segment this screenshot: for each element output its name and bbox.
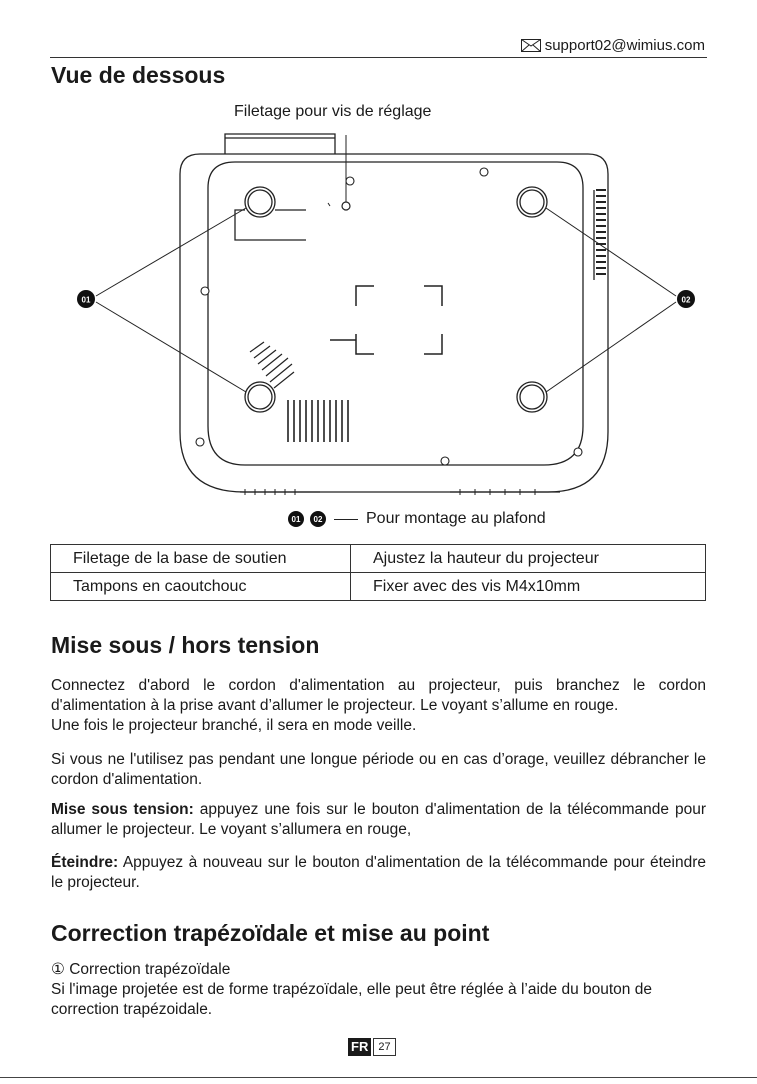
callout-badge-02-label: 02 (681, 295, 691, 305)
legend-dash (334, 519, 358, 520)
power-paragraph-standby: Une fois le projecteur branché, il sera en mode veille. (51, 717, 417, 734)
support-email-link[interactable]: support02@wimius.com (544, 37, 705, 54)
power-paragraph-2: Si vous ne l'utilisez pas pendant une longue période ou en cas d’orage, veuillez débrancher le cordon d'alimentation. (51, 751, 706, 788)
keystone-item-title: ① Correction trapézoïdale (51, 961, 231, 978)
header-divider (50, 57, 707, 58)
legend-badge-02: 02 (310, 511, 326, 527)
language-badge: FR (348, 1038, 371, 1056)
table-cell: Filetage de la base de soutien (51, 545, 351, 573)
page-footer (348, 1038, 396, 1056)
power-off-paragraph (51, 853, 706, 893)
section-title-bottom-view: Vue de dessous (51, 62, 226, 88)
power-paragraph-1a: Connectez d'abord le cordon d'alimentation au projecteur, puis branchez le cordon d'alimentation à la prise avant d’allumer le projecteur. Le voyant s’allume en rouge. (51, 677, 706, 714)
callout-badge-02 (677, 290, 695, 308)
power-on-paragraph (51, 800, 706, 840)
power-paragraph-1 (51, 676, 706, 716)
table-cell: Fixer avec des vis M4x10mm (351, 573, 706, 601)
legend-badge-01: 01 (288, 511, 304, 527)
power-off-text: Appuyez à nouveau sur le bouton d'alimentation de la télécommande pour éteindre le projecteur. (51, 854, 706, 891)
keystone-item-text: Si l'image projetée est de forme trapézoïdale, elle peut être réglée à l’aide du bouton de correction trapézoidale. (51, 981, 652, 1018)
power-off-label: Éteindre: (51, 854, 119, 871)
table-row (51, 545, 706, 573)
table-cell: Ajustez la hauteur du projecteur (351, 545, 706, 573)
diagram-legend (288, 510, 546, 528)
section-title-power: Mise sous / hors tension (51, 632, 320, 658)
footer-divider (0, 1077, 757, 1078)
diagram-caption: Filetage pour vis de réglage (234, 103, 432, 120)
header-email (521, 37, 705, 54)
feature-table (50, 544, 706, 601)
power-on-text: appuyez une fois sur le bouton d'alimentation de la télécommande pour allumer le projecteur. Le voyant s’allumera en rouge, (51, 801, 706, 838)
section-title-keystone: Correction trapézoïdale et mise au point (51, 920, 490, 946)
envelope-icon (521, 39, 541, 52)
callout-badge-01 (77, 290, 95, 308)
table-row (51, 573, 706, 601)
table-cell: Tampons en caoutchouc (51, 573, 351, 601)
power-on-label: Mise sous tension: (51, 801, 194, 818)
legend-text: Pour montage au plafond (366, 510, 546, 527)
callout-badge-01-label: 01 (81, 295, 91, 305)
projector-bottom-diagram (60, 120, 700, 505)
page-number: 27 (373, 1038, 395, 1056)
